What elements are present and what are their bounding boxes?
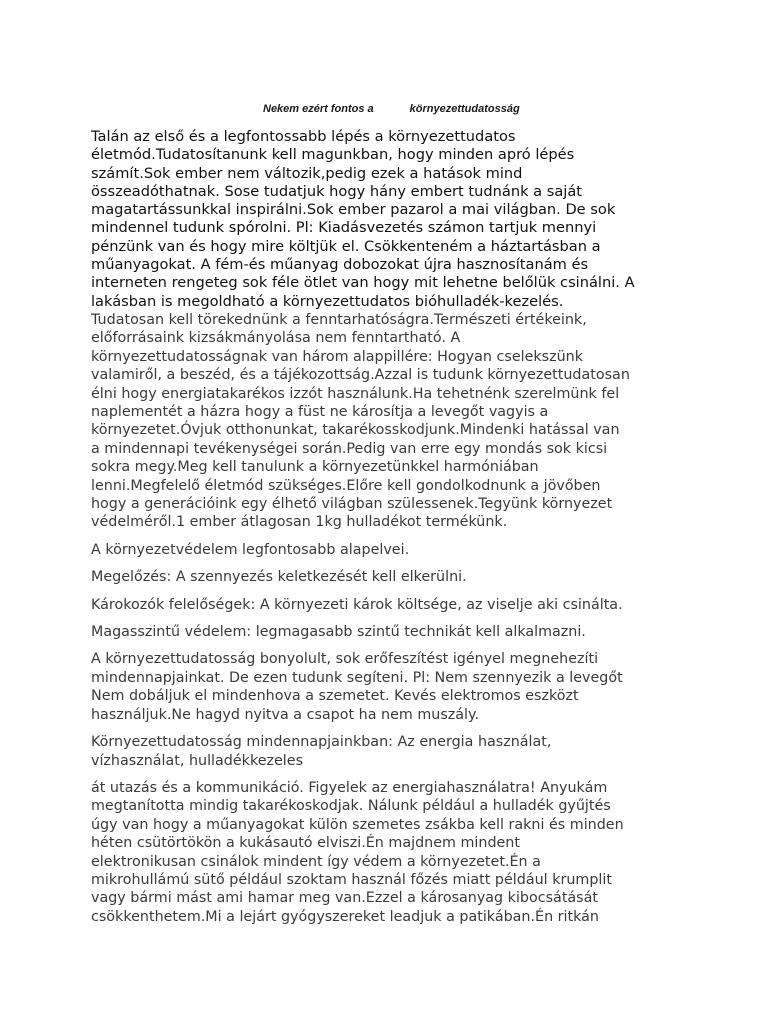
paragraph-principles-heading: A környezetvédelem legfontosabb alapelvei. bbox=[91, 541, 410, 558]
paragraph-difficulty: A környezettudatosság bonyolult, sok erőfeszítést igényel megnehezíti mindennapjainkat. De ezen tudunk segíteni. Pl: Nem szennyezik a levegőt Nem dobáljuk el mindenhova a szemetet. Kevés elektromos eszközt használjuk.Ne hagyd nyitva a csapot ha nem muszály. bbox=[91, 651, 623, 723]
paragraph-personal: át utazás és a kommunikáció. Figyelek az energiahasználatra! Anyukám megtanította mindig takarékoskodjak. Nálunk például a hulladék gyűjtés úgy van hogy a műanyagokat külön szemetes zsákba kell rakni és minden héten csütörtökön a kukásautó elviszi.Én majdnem mindent elektronikusan csinálok mindent így védem a környezetet.Én a mikrohullámú sütő például szoktam használ főzés miatt például krumplit vagy bármi mást ami hamar meg van.Ezzel a károsanyag kibocsátását csökkenthetem.Mi a lejárt gyógyszereket leadjuk a patikában.Én ritkán bbox=[91, 779, 624, 925]
paragraph-responsibility: Károkozók felelőségek: A környezeti károk költsége, az viselje aki csinálta. bbox=[91, 596, 623, 613]
title-part-2: környezettudatosság bbox=[409, 103, 520, 115]
paragraph-everyday: Környezettudatosság mindennapjainkban: Az energia használat, vízhasználat, hulladékkezeles bbox=[91, 734, 552, 769]
paragraph-intro: Talán az első és a legfontossabb lépés a környezettudatos életmód.Tudatosítanunk kell magunkban, hogy minden apró lépés számít.Sok ember nem változik,pedig ezek a hatások mind összeadóthatnak. Sose tudatjuk hogy hány embert tudnánk a saját magatartássunkkal inspirálni.Sok ember pazarol a mai világban. De sok mindennel tudunk spórolni. Pl: Kiadásvezetés számon tartjuk mennyi pénzünk van és hogy mire költjük el. Csökkenteném a háztartásban a műanyagokat. A fém-és műanyag dobozokat újra hasznosítanám és interneten rengeteg sok féle ötlet van hogy mit lehetne belőlük csinálni. A lakásban is megoldható a környezettudatos bióhulladék-kezelés. bbox=[91, 128, 635, 310]
document-title bbox=[263, 103, 520, 115]
document-body bbox=[91, 128, 691, 926]
paragraph-high-protection: Magasszintű védelem: legmagasabb szintű technikát kell alkalmazni. bbox=[91, 624, 586, 641]
paragraph-prevention: Megelőzés: A szennyezés keletkezését kell elkerülni. bbox=[91, 569, 467, 586]
paragraph-sustainability: Tudatosan kell törekednünk a fenntarhatóságra.Természeti értékeink, előforrásaink kizsákmányolása nem fenntartható. A környezettudatosságnak van három alappillére: Hogyan cselekszünk valamiről, a beszéd, és a tájékozottság.Azzal is tudunk környezettudatosan élni hogy energiatakarékos izzót használunk.Ha tehetnénk szerelmünk fel naplementét a házra hogy a füst ne károsítja a levegőt vagyis a környezetet.Óvjuk otthonunkat, takarékosskodjunk.Mindenki hatással van a mindennapi tevékenységei során.Pedig van erre egy mondás sok kicsi sokra megy.Meg kell tanulunk a környezetünkkel harmóniában lenni.Megfelelő életmód szükséges.Előre kell gondolkodnunk a jövőben hogy a generációink egy élhető világban szülessenek.Tegyünk környezet védelméről.1 ember átlagosan 1kg hulladékot termékünk. bbox=[91, 311, 630, 531]
title-part-1: Nekem ezért fontos a bbox=[263, 103, 374, 115]
